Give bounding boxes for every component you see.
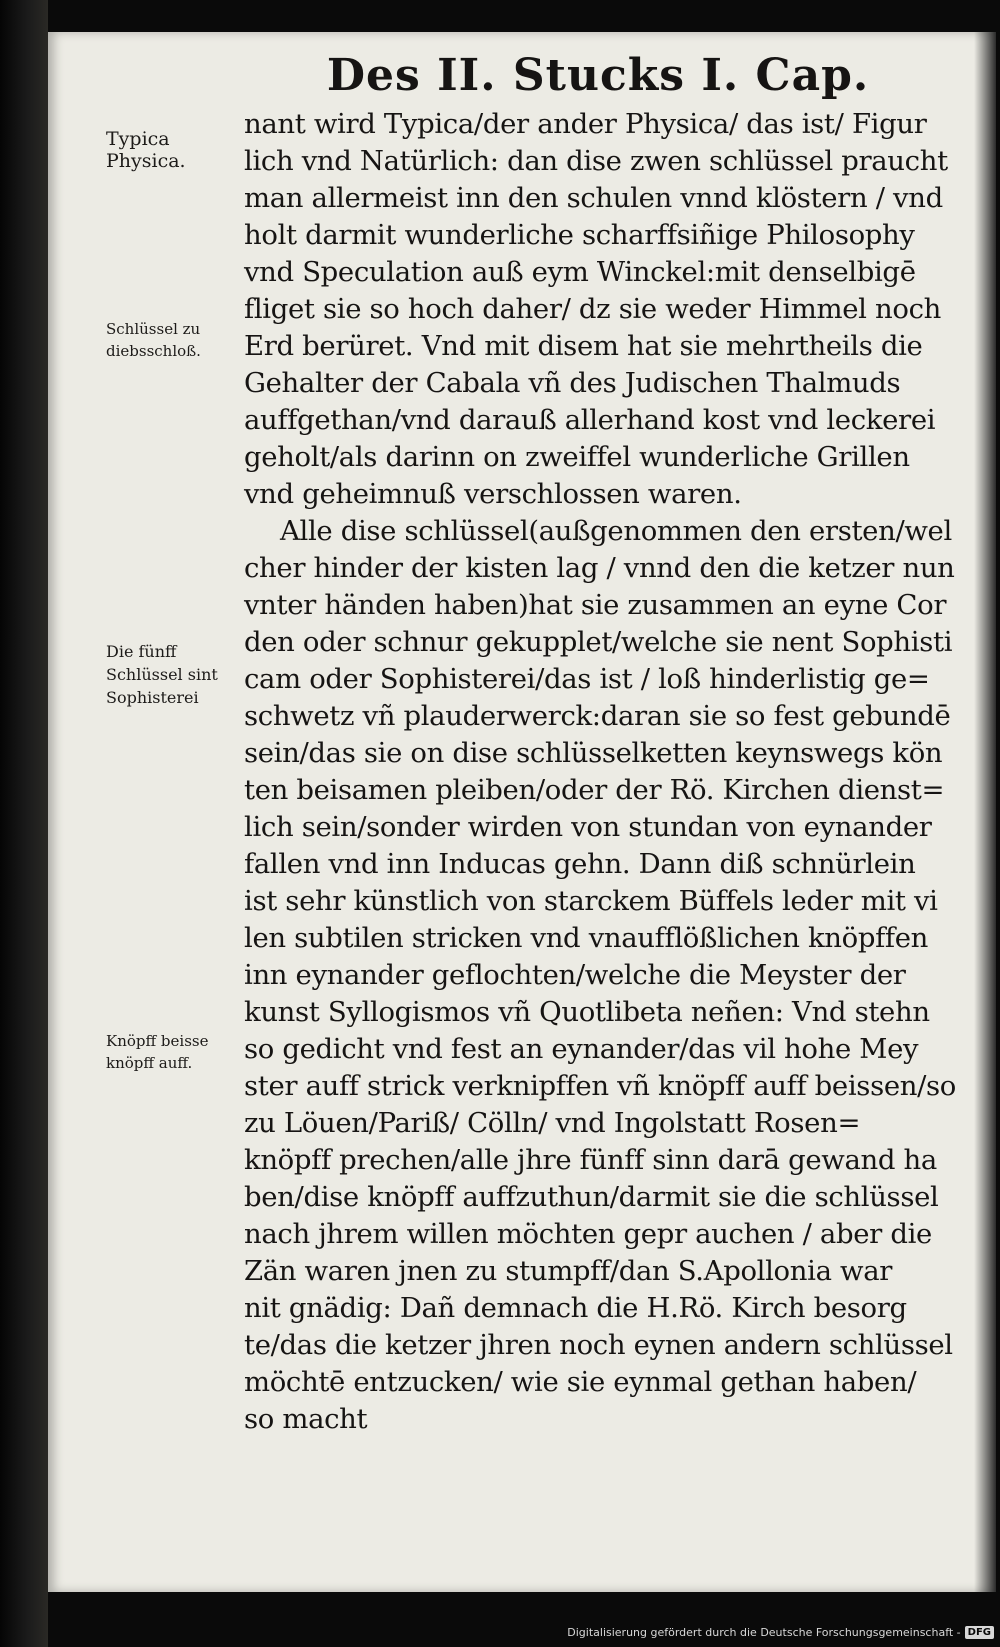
text-line: nant wird Typica/der ander Physica/ das ist/ Figur — [244, 108, 927, 140]
text-line: auffgethan/vnd darauß allerhand kost vnd leckerei — [244, 404, 936, 436]
margin-note-line: Physica. — [106, 150, 186, 172]
text-line: nit gnädig: Dañ demnach die H.Rö. Kirch besorg — [244, 1292, 907, 1324]
margin-note-line: Schlüssel zu — [106, 320, 201, 338]
text-line: kunst Syllogismos vñ Quotlibeta neñen: Vnd stehn — [244, 996, 930, 1028]
scanner-edge — [0, 0, 48, 1647]
text-line: möchtē entzucken/ wie sie eynmal gethan haben/ — [244, 1366, 917, 1398]
margin-note-line: Sophisterei — [106, 688, 199, 707]
text-line: vnter händen haben)hat sie zusammen an eyne Cor — [244, 589, 947, 621]
footer-text: Digitalisierung gefördert durch die Deutsche Forschungsgemeinschaft - — [567, 1625, 961, 1639]
text-line: Erd berüret. Vnd mit disem hat sie mehrtheils die — [244, 330, 923, 362]
footer-credit — [567, 1623, 994, 1641]
text-line: man allermeist inn den schulen vnnd klöstern / vnd — [244, 182, 943, 214]
text-line: lich vnd Natürlich: dan dise zwen schlüssel praucht — [244, 145, 948, 177]
text-line: fliget sie so hoch daher/ dz sie weder Himmel noch — [244, 293, 941, 325]
text-line: cam oder Sophisterei/das ist / loß hinderlistig ge= — [244, 663, 930, 695]
text-line: nach jhrem willen möchten gepr auchen / aber die — [244, 1218, 932, 1250]
text-line: Zän waren jnen zu stumpff/dan S.Apollonia war — [244, 1255, 893, 1287]
margin-note-schluessel — [106, 318, 246, 362]
text-line: zu Löuen/Pariß/ Cölln/ vnd Ingolstatt Rosen= — [244, 1107, 861, 1139]
text-line: vnd geheimnuß verschlossen waren. — [244, 478, 742, 510]
text-line: inn eynander geflochten/welche die Meyster der — [244, 959, 906, 991]
margin-note-line: Schlüssel sint — [106, 665, 218, 684]
text-line: Gehalter der Cabala vñ des Judischen Thalmuds — [244, 367, 901, 399]
text-line: len subtilen stricken vnd vnaufflößlichen knöpffen — [244, 922, 929, 954]
text-line: sein/das sie on dise schlüsselketten keynswegs kön — [244, 737, 943, 769]
text-line: te/das die ketzer jhren noch eynen andern schlüssel — [244, 1329, 953, 1361]
text-line: den oder schnur gekupplet/welche sie nent Sophisti — [244, 626, 953, 658]
text-line: holt darmit wunderliche scharffsiñige Philosophy — [244, 219, 915, 251]
body-text — [244, 106, 956, 1438]
margin-note-sophisterei — [106, 640, 246, 709]
text-line: knöpff prechen/alle jhre fünff sinn darā gewand ha — [244, 1144, 937, 1176]
margin-note-line: diebsschloß. — [106, 342, 201, 360]
text-line: ster auff strick verknipffen vñ knöpff auff beissen/so — [244, 1070, 956, 1102]
text-line: vnd Speculation auß eym Winckel:mit denselbigē — [244, 256, 916, 288]
margin-note-knoepff — [106, 1030, 246, 1074]
text-line: so gedicht vnd fest an eynander/das vil hohe Mey — [244, 1033, 919, 1065]
margin-note-line: Knöpff beisse — [106, 1032, 209, 1050]
text-line: schwetz vñ plauderwerck:daran sie so fest gebundē — [244, 700, 951, 732]
margin-note-line: Typica — [106, 128, 170, 150]
text-line: fallen vnd inn Inducas gehn. Dann diß schnürlein — [244, 848, 916, 880]
text-line: ben/dise knöpff auffzuthun/darmit sie die schlüssel — [244, 1181, 939, 1213]
book-page — [48, 32, 996, 1592]
text-line: ten beisamen pleiben/oder der Rö. Kirchen dienst= — [244, 774, 945, 806]
text-line: ist sehr künstlich von starckem Büffels leder mit vi — [244, 885, 938, 917]
text-line: Alle dise schlüssel(außgenommen den ersten/wel — [280, 515, 952, 547]
margin-note-typica — [106, 128, 246, 172]
margin-note-line: Die fünff — [106, 642, 177, 661]
margin-note-line: knöpff auff. — [106, 1054, 193, 1072]
text-line: so macht — [244, 1403, 368, 1435]
text-line: cher hinder der kisten lag / vnnd den die ketzer nun — [244, 552, 955, 584]
text-line: geholt/als darinn on zweiffel wunderliche Grillen — [244, 441, 910, 473]
running-head: Des II. Stucks I. Cap. — [326, 50, 870, 101]
text-line: lich sein/sonder wirden von stundan von eynander — [244, 811, 932, 843]
dfg-logo: DFG — [965, 1626, 994, 1639]
